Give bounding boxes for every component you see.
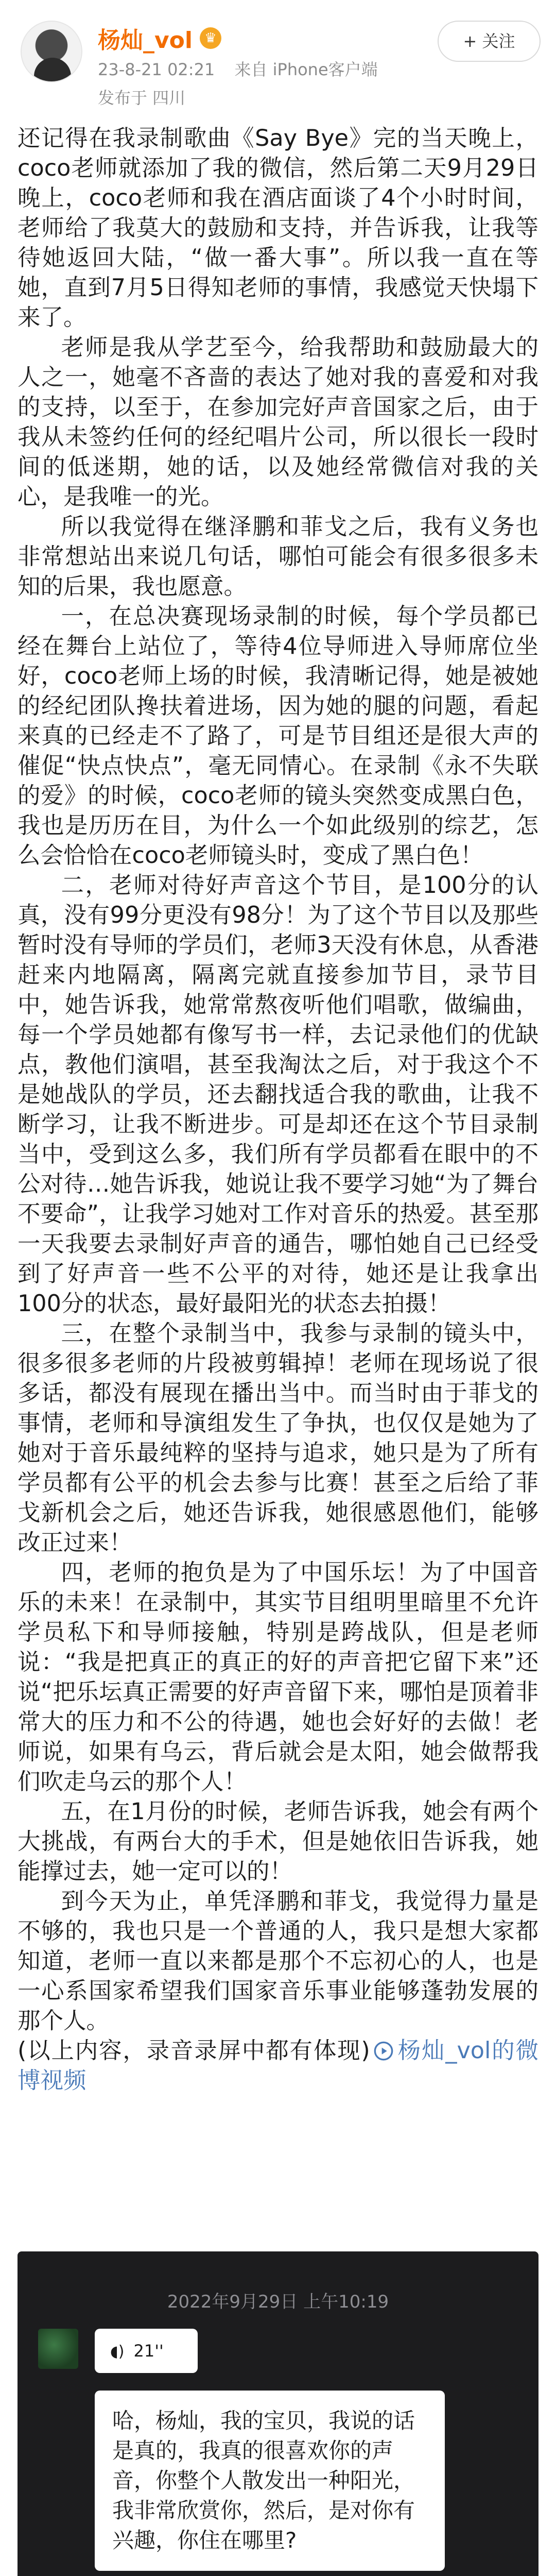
post-location: 发布于 四川 (98, 88, 186, 108)
vip-crown-icon: ♛ (200, 27, 221, 49)
paragraph: 老师是我从学艺至今，给我帮助和鼓励最大的人之一，她毫不吝啬的表达了她对我的喜爱和对我的支持，以至于，在参加完好声音国家之后，由于我从未签约任何的经纪唱片公司，所以很长一段时间的低迷期，她的话，以及她经常微信对我的关心，是我唯一的光。 (18, 334, 538, 510)
paragraph: 五，在1月份的时候，老师告诉我，她会有两个大挑战，有两台大的手术，但是她依旧告诉我，她能撑过去，她一定可以的！ (18, 1799, 538, 1885)
follow-button[interactable]: + 关注 (438, 21, 541, 62)
post-source: 来自 iPhone客户端 (234, 60, 378, 79)
paragraph: 三，在整个录制当中，我参与录制的镜头中，很多很多老师的片段被剪辑掉！老师在现场说了很多话，都没有展现在播出当中。而当时由于菲戈的事情，老师和导演组发生了争执，也仅仅是她为了她对于音乐最纯粹的坚持与追求，她只是为了所有学员都有公平的机会去参与比赛！甚至之后给了菲戈新机会之后，她还告诉我，她很感恩他们，能够改正过来！ (18, 1320, 538, 1556)
video-link-icon (373, 2041, 394, 2061)
footer-line (18, 2036, 538, 2096)
author-row (98, 22, 221, 55)
chat-avatar (38, 2329, 78, 2369)
avatar[interactable] (21, 21, 82, 82)
voice-duration: 21'' (133, 2341, 164, 2361)
paragraph: 二，老师对待好声音这个节目，是100分的认真，没有99分更没有98分！为了这个节目以及那些暂时没有导师的学员们，老师3天没有休息，从香港赶来内地隔离，隔离完就直接参加节目，录节目中，她告诉我，她常常熬夜听他们唱歌，做编曲，每一个学员她都有像写书一样，去记录他们的优缺点，教他们演唱，甚至我淘汰之后，对于我这个不是她战队的学员，还去翻找适合我的歌曲，让我不断学习，让我不断进步。可是却还在这个节目录制当中，受到这么多，我们所有学员都看在眼中的不公对待…她告诉我，她说让我不要学习她“为了舞台不要命”，让我学习她对工作对音乐的热爱。甚至那一天我要去录制好声音的通告，哪怕她自己已经受到了好声音一些不公平的对待，她还是让我拿出100分的状态，最好最阳光的状态去拍摄！ (18, 872, 538, 1317)
video-player[interactable] (18, 2251, 538, 2576)
paragraph: 还记得在我录制歌曲《Say Bye》完的当天晚上，coco老师就添加了我的微信，然后第二天9月29日晚上，coco老师和我在酒店面谈了4个小时时间，老师给了我莫大的鼓励和支持，并告诉我，让我等待她返回大陆，“做一番大事”。所以我一直在等她，直到7月5日得知老师的事情，我感觉天快塌下来了。 (18, 125, 538, 331)
paragraph: 所以我觉得在继泽鹏和菲戈之后，我有义务也非常想站出来说几句话，哪怕可能会有很多很多未知的后果，我也愿意。 (18, 514, 538, 600)
voice-wave-icon: ◖) (110, 2343, 125, 2361)
chat-bubble: 哈，杨灿，我的宝贝，我说的话是真的，我真的很喜欢你的声音，你整个人散发出一种阳光，我非常欣赏你，然后，是对你有兴趣，你住在哪里? (95, 2391, 445, 2571)
post-header (0, 0, 556, 118)
post-content (18, 124, 538, 2096)
author-name[interactable]: 杨灿_vol (98, 27, 193, 54)
footer-note: (以上内容，录音录屏中都有体现) (18, 2038, 370, 2064)
post-meta (98, 57, 392, 80)
paragraph: 四，老师的抱负是为了中国乐坛！为了中国音乐的未来！在录制中，其实节目组明里暗里不允许学员私下和导师接触，特别是跨战队，但是老师说：“我是把真正的真正的好的声音把它留下来”还说“把乐坛真正需要的好声音留下来，哪怕是顶着非常大的压力和不公的待遇，她也会好好的去做！老师说，如果有乌云，背后就会是太阳，她会做帮我们吹走乌云的那个人！ (18, 1560, 538, 1795)
voice-message (95, 2329, 198, 2373)
chat-timestamp: 2022年9月29日 上午10:19 (167, 2292, 389, 2312)
post-time: 23-8-21 02:21 (98, 60, 215, 79)
video-link[interactable]: 杨灿_vol的微博视频 (18, 2038, 538, 2094)
paragraph: 一，在总决赛现场录制的时候，每个学员都已经在舞台上站位了，等待4位导师进入导师席位坐好，coco老师上场的时候，我清晰记得，她是被她的经纪团队搀扶着进场，因为她的腿的问题，看起来真的已经走不了路了，可是节目组还是很大声的催促“快点快点”，毫无同情心。在录制《永不失联的爱》的时候，coco老师的镜头突然变成黑白色，我也是历历在目，为什么一个如此级别的综艺，怎么会恰恰在coco老师镜头时，变成了黑白色！ (18, 603, 538, 869)
paragraph: 到今天为止，单凭泽鹏和菲戈，我觉得力量是不够的，我也只是一个普通的人，我只是想大家都知道，老师一直以来都是那个不忘初心的人，也是一心系国家希望我们国家音乐事业能够蓬勃发展的那个人。 (18, 1888, 538, 2034)
